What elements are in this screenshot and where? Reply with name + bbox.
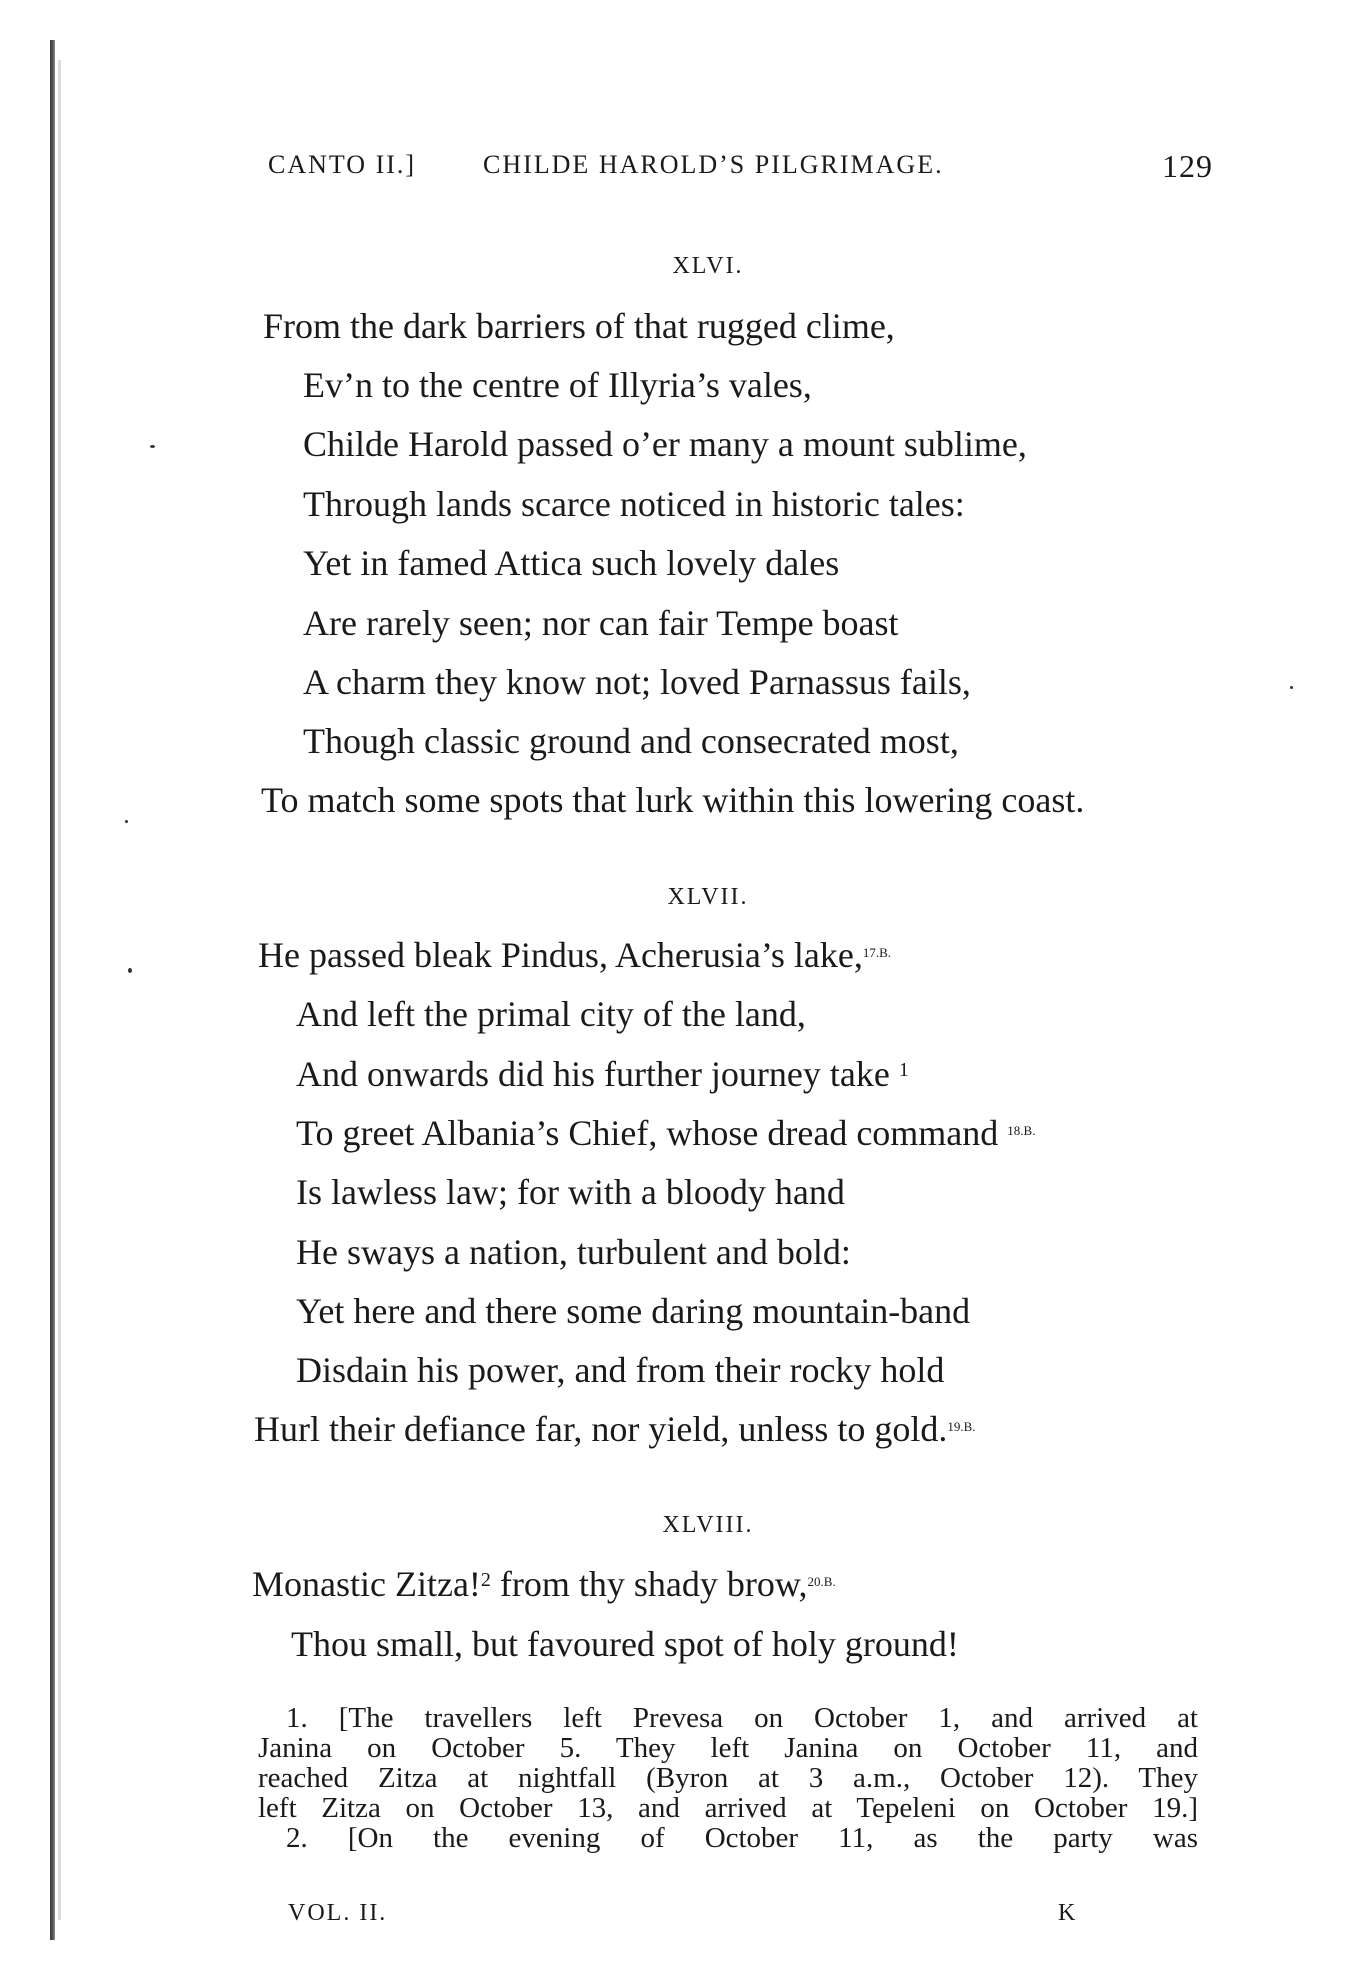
verse-line [252, 1564, 836, 1604]
verse-line [258, 935, 891, 975]
verse-line: Though classic ground and consecrated most, [303, 721, 959, 761]
verse-line: Is lawless law; for with a bloody hand [296, 1172, 845, 1212]
footnote-ref: 1 [898, 1059, 909, 1081]
ink-speck [150, 445, 155, 448]
signature-mark: K [1058, 1900, 1078, 1926]
editorial-note-ref: 17.B. [862, 945, 892, 960]
verse-text: And onwards did his further journey take [296, 1054, 890, 1094]
verse-line: From the dark barriers of that rugged clime, [263, 306, 895, 346]
footnote-ref: 2 [480, 1569, 491, 1591]
volume-label: VOL. II. [288, 1900, 388, 1926]
canto-label: CANTO II.] [268, 150, 417, 179]
editorial-note-ref: 18.B. [1007, 1123, 1036, 1138]
stanza-number: XLVIII. [662, 1512, 754, 1538]
verse-text: Monastic Zitza! [252, 1564, 481, 1604]
verse-line: Through lands scarce noticed in historic tales: [303, 484, 965, 524]
page-number: 129 [1162, 148, 1213, 184]
editorial-note-ref: 20.B. [807, 1574, 836, 1589]
verse-line: Childe Harold passed o’er many a mount sublime, [303, 424, 1027, 464]
verse-line: And left the primal city of the land, [296, 994, 806, 1034]
verse-line: To match some spots that lurk within this lowering coast. [261, 780, 1085, 820]
signature-line [288, 1900, 1088, 1936]
verse-line: Disdain his power, and from their rocky hold [296, 1350, 945, 1390]
verse-text: Hurl their defiance far, nor yield, unless to gold. [254, 1409, 948, 1449]
editorial-note-ref: 19.B. [947, 1419, 976, 1434]
binding-shadow [58, 60, 61, 1920]
verse-line: Thou small, but favoured spot of holy ground! [291, 1624, 959, 1664]
footnote-line: 2. [On the evening of October 11, as the party was [286, 1822, 1198, 1854]
verse-text: To greet Albania’s Chief, whose dread command [296, 1113, 999, 1153]
verse-text: from thy shady brow, [499, 1564, 808, 1604]
footnote-line: Janina on October 5. They left Janina on October 11, and [258, 1732, 1198, 1764]
ink-speck [128, 968, 132, 973]
footnote-line: 1. [The travellers left Prevesa on October 1, and arrived at [286, 1702, 1198, 1734]
footnotes [258, 1703, 1198, 1853]
verse-line [296, 1054, 909, 1094]
verse-line: He sways a nation, turbulent and bold: [296, 1232, 851, 1272]
footnote-line: reached Zitza at nightfall (Byron at 3 a.m., October 12). They [258, 1762, 1198, 1794]
ink-speck [125, 820, 128, 823]
verse-line [296, 1113, 1035, 1153]
book-title: CHILDE HAROLD’S PILGRIMAGE. [483, 150, 944, 179]
verse-line: Yet here and there some daring mountain-band [296, 1291, 971, 1331]
binding-edge [50, 40, 55, 1940]
verse-text: He passed bleak Pindus, Acherusia’s lake, [258, 935, 863, 975]
running-head [268, 150, 1213, 190]
verse-line [254, 1409, 976, 1449]
stanza-number: XLVII. [667, 884, 749, 910]
ink-speck [1290, 686, 1293, 689]
verse-line: Yet in famed Attica such lovely dales [303, 543, 840, 583]
verse-line: A charm they know not; loved Parnassus fails, [303, 662, 971, 702]
verse-line: Ev’n to the centre of Illyria’s vales, [303, 365, 812, 405]
stanza-number: XLVI. [672, 253, 744, 279]
footnote-line: left Zitza on October 13, and arrived at Tepeleni on October 19.] [258, 1792, 1198, 1824]
verse-line: Are rarely seen; nor can fair Tempe boast [303, 603, 899, 643]
